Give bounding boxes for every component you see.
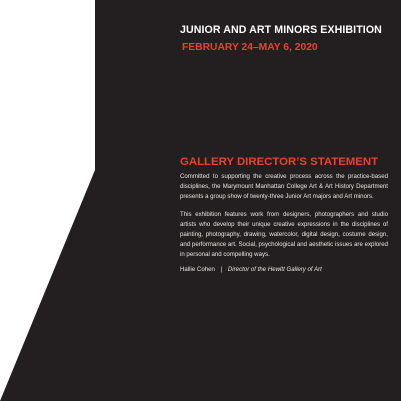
signature-separator: | [220,266,223,273]
signature-role: Director of the Hewitt Gallery of Art [227,266,322,273]
exhibition-title: JUNIOR AND ART MINORS EXHIBITION [180,24,382,36]
statement-paragraph-2: This exhibition features work from designers, photographers and studio artists who develop their unique creative expressions in the disciplines of painting, photography, drawing, watercolor, digital design, costume design, and performance art. Social, psychological and aesthetic issues are explored in personal and compelling ways. [180,211,388,258]
signature-name: Hallie Cohen [180,266,215,273]
signature-line [180,266,390,273]
exhibition-dates: FEBRUARY 24–MAY 6, 2020 [182,42,318,53]
statement-heading: GALLERY DIRECTOR’S STATEMENT [180,156,379,168]
statement-paragraph-1: Committed to supporting the creative process across the practice-based disciplines, the Marymount Manhattan College Art & Art History Department presents a group show of twenty-three Junior Art majors and Art minors. [180,173,388,200]
